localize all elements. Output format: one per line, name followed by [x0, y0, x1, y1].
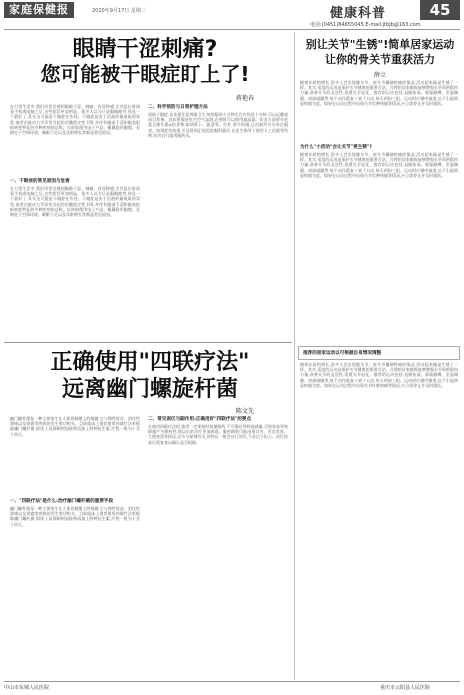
article-body: 随着年龄的增长,很多人会出现膝关节、肩关节僵硬疼痛的情况,活动起来像是生锈了一样。其实,适度的运动是保护关节健康的重要方法。合理的居家锻炼能够增强关节周围肌肉力量,改善关节的灵活性,延缓关节退化。推荐的运动包括:直腿抬高、靠墙静蹲、坐姿踢腿、肩部画圈等,每个动作重复十到十五次,每天两到三组。运动时应循序渐进,以不引起明显疼痛为度。如果在运动过程中出现关节红肿热痛等情况,应立即停止并及时就医。: [300, 152, 458, 178]
article-title-line1: 正确使用"四联疗法": [50, 350, 250, 375]
article-body: 幽门螺杆菌是一种主要寄生在人体胃黏膜上的细菌,它与慢性胃炎、消化性溃疡以及胃癌等疾病的发生密切相关。目前临床上推荐使用四联疗法来根除幽门螺杆菌,即质子泵抑制剂加铋剂再加上两种抗生素,疗程一般为十至十四天。: [10, 416, 140, 437]
footer-hospital-right: 重庆市云阳县人民医院: [380, 685, 431, 691]
contact-line: 电话:(0451)84655045 E-mail:jtbjb@163.com: [310, 22, 421, 28]
article-body: 随着年龄的增长,很多人会出现膝关节、肩关节僵硬疼痛的情况,活动起来像是生锈了一样。其实,适度的运动是保护关节健康的重要方法。合理的居家锻炼能够增强关节周围肌肉力量,改善关节的灵活性,延缓关节退化。推荐的运动包括:直腿抬高、靠墙静蹲、坐姿踢腿、肩部画圈等,每个动作重复十到十五次,每天两到三组。运动时应循序渐进,以不引起明显疼痛为度。如果在运动过程中出现关节红肿热痛等情况,应立即停止并及时就医。: [300, 80, 458, 106]
subhead: 二、常见误区与副作用:正确用好"四联疗法"的要点: [148, 417, 252, 422]
article-title-line1: 眼睛干涩刺痛?: [72, 37, 218, 62]
article-author: 薛立: [373, 72, 386, 79]
article-body: 在日常生活中,我们经常会感到眼睛干涩、刺痛、有异物感,尤其是长时间看手机或电脑之后,这些症状更加明显。很多人以为只是眼睛疲劳,休息一下就好了,其实这可能是干眼症在作怪。干眼症是由于泪液的量或质的异常,或者泪液动力学异常引起的泪膜稳定性下降,并伴有眼部不适和眼表组织病变特征的多种疾病的总称。长时间使用电子产品、佩戴隐形眼镜、长期处于空调环境、睡眠不足以及年龄增长等都是常见原因。: [10, 104, 140, 136]
article-title-line2: 远离幽门螺旋杆菌: [61, 377, 238, 402]
issue-date: 2020年9月17日 星期三: [92, 8, 146, 14]
subhead: 一、"四联疗法"是什么:治疗幽门螺杆菌的重要手段: [10, 499, 114, 504]
article-title-line1: 别让关节"生锈"!简单居家运动: [305, 38, 455, 51]
column-divider: [294, 32, 295, 680]
article-author: 蒋艳春: [235, 95, 254, 102]
subhead-box: [298, 346, 460, 360]
subhead: 一、干眼症的常见原因与危害: [10, 179, 70, 184]
article-title-line2: 您可能被干眼症盯上了!: [40, 62, 250, 86]
page-header: [0, 0, 464, 20]
article-body: 幽门螺杆菌是一种主要寄生在人体胃黏膜上的细菌,它与慢性胃炎、消化性溃疡以及胃癌等疾病的发生密切相关。目前临床上推荐使用四联疗法来根除幽门螺杆菌,即质子泵抑制剂加铋剂再加上两种抗生素,疗程一般为十至十四天。: [10, 506, 140, 527]
article-body: 随着年龄的增长,很多人会出现膝关节、肩关节僵硬疼痛的情况,活动起来像是生锈了一样。其实,适度的运动是保护关节健康的重要方法。合理的居家锻炼能够增强关节周围肌肉力量,改善关节的灵活性,延缓关节退化。推荐的运动包括:直腿抬高、靠墙静蹲、坐姿踢腿、肩部画圈等,每个动作重复十到十五次,每天两到三组。运动时应循序渐进,以不引起明显疼痛为度。如果在运动过程中出现关节红肿热痛等情况,应立即停止并及时就医。: [300, 362, 458, 388]
footer-rule: [4, 681, 460, 682]
subhead: 推荐的居家运动以可根据自身情况调整: [303, 351, 382, 356]
article-body: 预防干眼症,首先要注意用眼卫生,每用眼四十分钟左右应休息十分钟,可以远眺或闭目养神。其次要保持室内空气湿润,必要时可以使用加湿器。饮食方面要多吃富含维生素A的食物,如胡萝卜、菠菜等。另外,要多眨眼,让泪液均匀分布在眼表。如果症状较重,应及时到正规医院眼科就诊,在医生指导下使用人工泪液等药物,切勿自行滥用眼药水。: [148, 112, 288, 138]
article-title-line2: 让你的骨关节重获活力: [325, 53, 435, 66]
subhead: 二、科学预防与日常护理方法: [148, 105, 208, 110]
subhead: 为什么"小活动"会让关节"更生锈"?: [300, 145, 372, 150]
article-divider: [4, 342, 292, 343]
article-author: 陈文先: [235, 408, 254, 415]
section-title-right: 健康科普: [330, 6, 387, 21]
footer-hospital-left: 中山市东城人民医院: [4, 685, 50, 691]
header-rule: [4, 29, 460, 30]
article-body: 在日常生活中,我们经常会感到眼睛干涩、刺痛、有异物感,尤其是长时间看手机或电脑之后,这些症状更加明显。很多人以为只是眼睛疲劳,休息一下就好了,其实这可能是干眼症在作怪。干眼症是由于泪液的量或质的异常,或者泪液动力学异常引起的泪膜稳定性下降,并伴有眼部不适和眼表组织病变特征的多种疾病的总称。长时间使用电子产品、佩戴隐形眼镜、长期处于空调环境、睡眠不足以及年龄增长等都是常见原因。: [10, 186, 140, 218]
section-title-left: 家庭保健报: [4, 2, 74, 18]
page-number: 45: [420, 0, 460, 20]
article-body: 在使用四联疗法时,患者一定要按时按量服药,不可擅自停药或减量,否则容易导致细菌产生耐药性,使以后的治疗更加困难。服药期间可能出现口苦、舌苔发黑、大便变黑等情况,这多与铋剂有关,停药后一般会自行消失,不必过于担心。治疗结束后需复查以确认是否根除。: [148, 424, 288, 445]
